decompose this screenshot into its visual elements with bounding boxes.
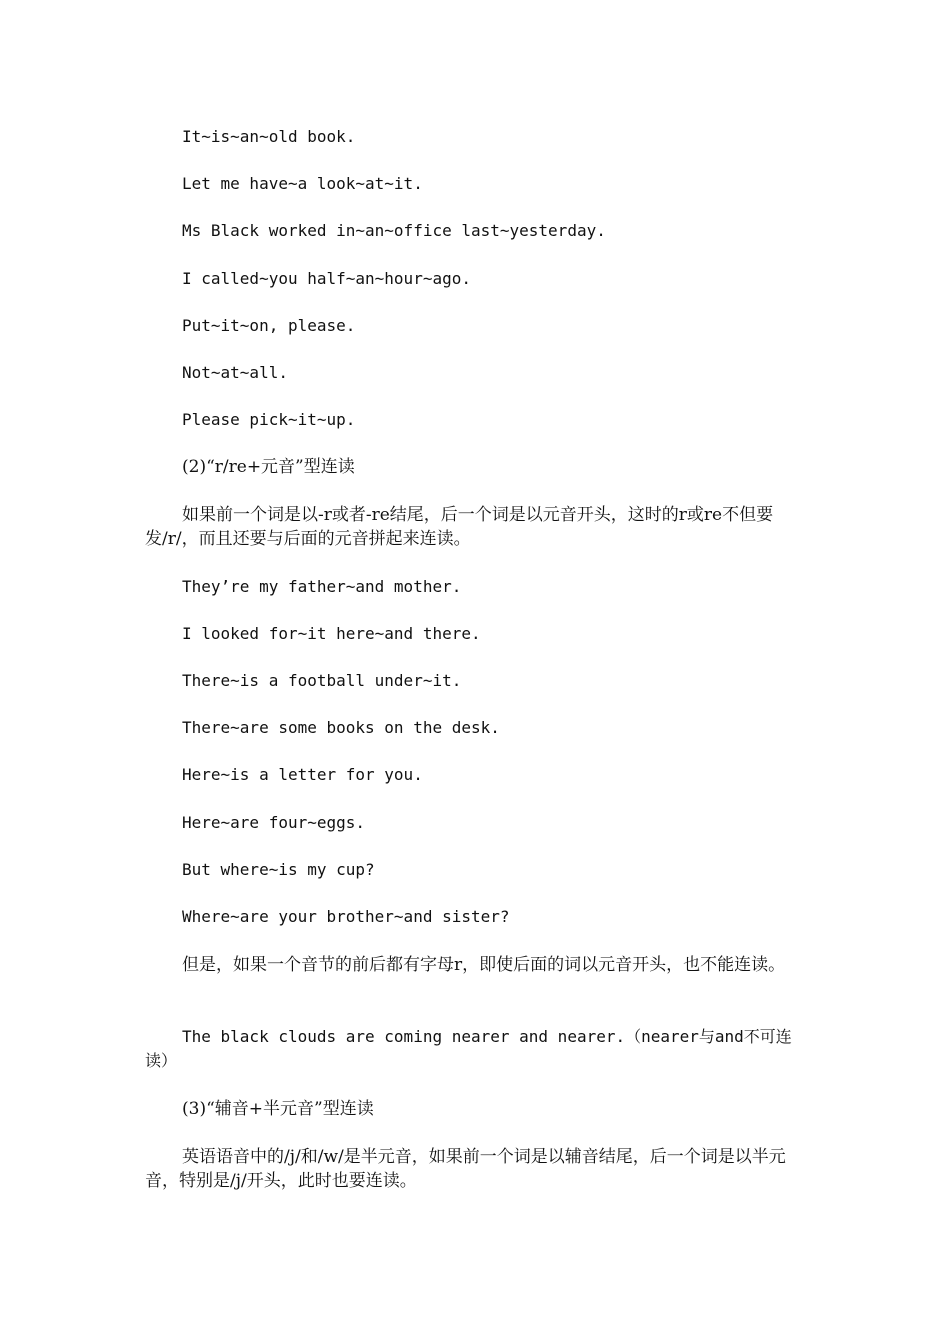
example-sentence: There~is a football under~it. bbox=[182, 671, 462, 690]
section-paragraph: 如果前一个词是以-r或者-re结尾，后一个词是以元音开头，这时的r或re不但要发/r/，而且还要与后面的元音拼起来连读。 bbox=[145, 505, 774, 549]
example-sentence: But where~is my cup? bbox=[182, 860, 375, 879]
example-sentence: They’re my father~and mother. bbox=[182, 577, 462, 596]
example-sentence: Not~at~all. bbox=[182, 363, 288, 382]
example-sentence: I looked for~it here~and there. bbox=[182, 624, 481, 643]
example-sentence: I called~you half~an~hour~ago. bbox=[182, 269, 471, 288]
example-sentence: There~are some books on the desk. bbox=[182, 718, 500, 737]
example-sentence: Where~are your brother~and sister? bbox=[182, 907, 510, 926]
example-sentence: Here~is a letter for you. bbox=[182, 765, 423, 784]
note-example-sentence: The black clouds are coming nearer and nearer.（nearer与and不可连读） bbox=[145, 1027, 792, 1070]
example-sentence: Ms Black worked in~an~office last~yesterday. bbox=[182, 221, 606, 240]
example-sentence: Please pick~it~up. bbox=[182, 410, 356, 429]
section-paragraph: 但是，如果一个音节的前后都有字母r，即使后面的词以元音开头，也不能连读。 bbox=[182, 955, 786, 975]
section-heading: (3)“辅音+半元音”型连读 bbox=[182, 1099, 374, 1119]
example-sentence: Here~are four~eggs. bbox=[182, 813, 366, 832]
example-sentence: Put~it~on, please. bbox=[182, 316, 356, 335]
example-sentence: It~is~an~old book. bbox=[182, 127, 356, 146]
section-paragraph: 英语语音中的/j/和/w/是半元音，如果前一个词是以辅音结尾，后一个词是以半元音，特别是/j/开头，此时也要连读。 bbox=[145, 1147, 786, 1191]
section-heading: (2)“r/re+元音”型连读 bbox=[182, 457, 355, 477]
example-sentence: Let me have~a look~at~it. bbox=[182, 174, 423, 193]
